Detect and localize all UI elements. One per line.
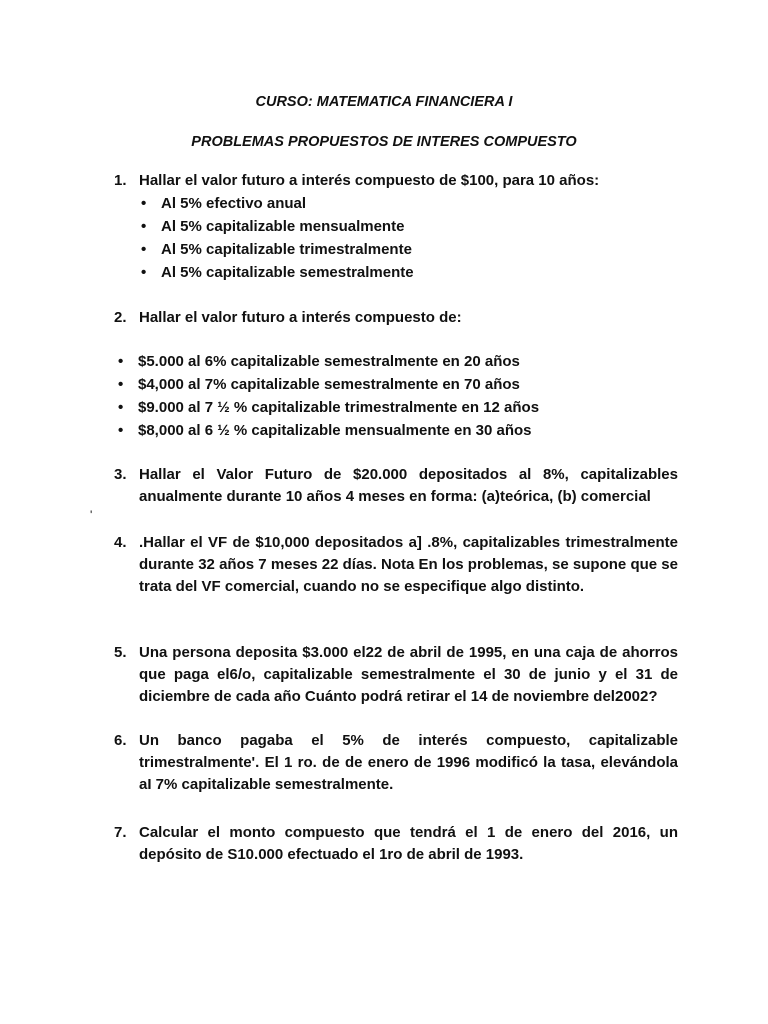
problem-2-options — [116, 350, 676, 442]
list-item — [116, 419, 676, 442]
problem-number: 2. — [114, 309, 127, 326]
bullet-icon: • — [141, 264, 147, 281]
problem-number: 1. — [114, 172, 127, 189]
list-item-text: $5.000 al 6% capitalizable semestralmente en 20 años — [138, 353, 520, 370]
list-item-text: Al 5% capitalizable trimestralmente — [161, 241, 412, 258]
problem-7 — [114, 822, 678, 866]
stray-mark: ' — [90, 508, 93, 522]
problem-number: 7. — [114, 824, 127, 841]
problem-5 — [114, 642, 678, 708]
list-item-text: $9.000 al 7 ½ % capitalizable trimestralmente en 12 años — [138, 399, 540, 416]
problem-3 — [114, 464, 678, 508]
bullet-icon: • — [118, 399, 124, 416]
list-item-text: $4,000 al 7% capitalizable semestralmente en 70 años — [138, 376, 520, 393]
problem-1 — [114, 170, 678, 284]
list-item — [139, 192, 678, 215]
problem-number: 4. — [114, 534, 127, 551]
problem-text: Hallar el Valor Futuro de $20.000 depositados al 8%, capitalizables anualmente durante 10 años 4 meses en forma: (a)teórica, (b) comercial — [139, 466, 678, 505]
problem-text: Un banco pagaba el 5% de interés compuesto, capitalizable trimestralmente'. El 1 ro. de de enero de 1996 modificó la tasa, elevándola aI 7% capitalizable semestralmente. — [139, 732, 678, 793]
problem-text: .Hallar el VF de $10,000 depositados a] .8%, capitalizables trimestralmente durante 32 años 7 meses 22 días. Nota En los problemas, se supone que se trata del VF comercial, cuando no se especifique algo distinto. — [139, 534, 678, 595]
list-item-text: Al 5% efectivo anual — [161, 195, 307, 212]
list-item — [139, 215, 678, 238]
problem-number: 6. — [114, 732, 127, 749]
list-item-text: $8,000 al 6 ½ % capitalizable mensualmente en 30 años — [138, 422, 532, 439]
list-item — [139, 238, 678, 261]
problem-text: Una persona deposita $3.000 el22 de abril de 1995, en una caja de ahorros que paga el6/o, capitalizable semestralmente el 30 de junio y el 31 de diciembre de cada año Cuánto podrá retirar el 14 de noviembre del2002? — [139, 644, 678, 705]
problem-1-options — [139, 192, 678, 284]
list-item — [116, 396, 676, 419]
list-item-text: Al 5% capitalizable semestralmente — [161, 264, 414, 281]
problem-number: 3. — [114, 466, 127, 483]
course-title: CURSO: MATEMATICA FINANCIERA I — [255, 94, 513, 110]
problem-number: 5. — [114, 644, 127, 661]
bullet-icon: • — [141, 195, 147, 212]
section-title: PROBLEMAS PROPUESTOS DE INTERES COMPUESTO — [191, 134, 577, 150]
list-item-text: Al 5% capitalizable mensualmente — [161, 218, 405, 235]
list-item — [116, 350, 676, 373]
bullet-icon: • — [118, 353, 124, 370]
bullet-icon: • — [141, 241, 147, 258]
problem-text: Hallar el valor futuro a interés compuesto de $100, para 10 años: — [139, 172, 600, 189]
problem-6 — [114, 730, 678, 796]
bullet-icon: • — [118, 422, 124, 439]
problem-4 — [114, 532, 678, 598]
bullet-icon: • — [118, 376, 124, 393]
bullet-icon: • — [141, 218, 147, 235]
list-item — [139, 261, 678, 284]
problem-text: Calcular el monto compuesto que tendrá el 1 de enero del 2016, un depósito de S10.000 efectuado el 1ro de abril de 1993. — [139, 824, 678, 863]
problem-2 — [114, 307, 678, 329]
problem-text: Hallar el valor futuro a interés compuesto de: — [139, 309, 462, 326]
list-item — [116, 373, 676, 396]
